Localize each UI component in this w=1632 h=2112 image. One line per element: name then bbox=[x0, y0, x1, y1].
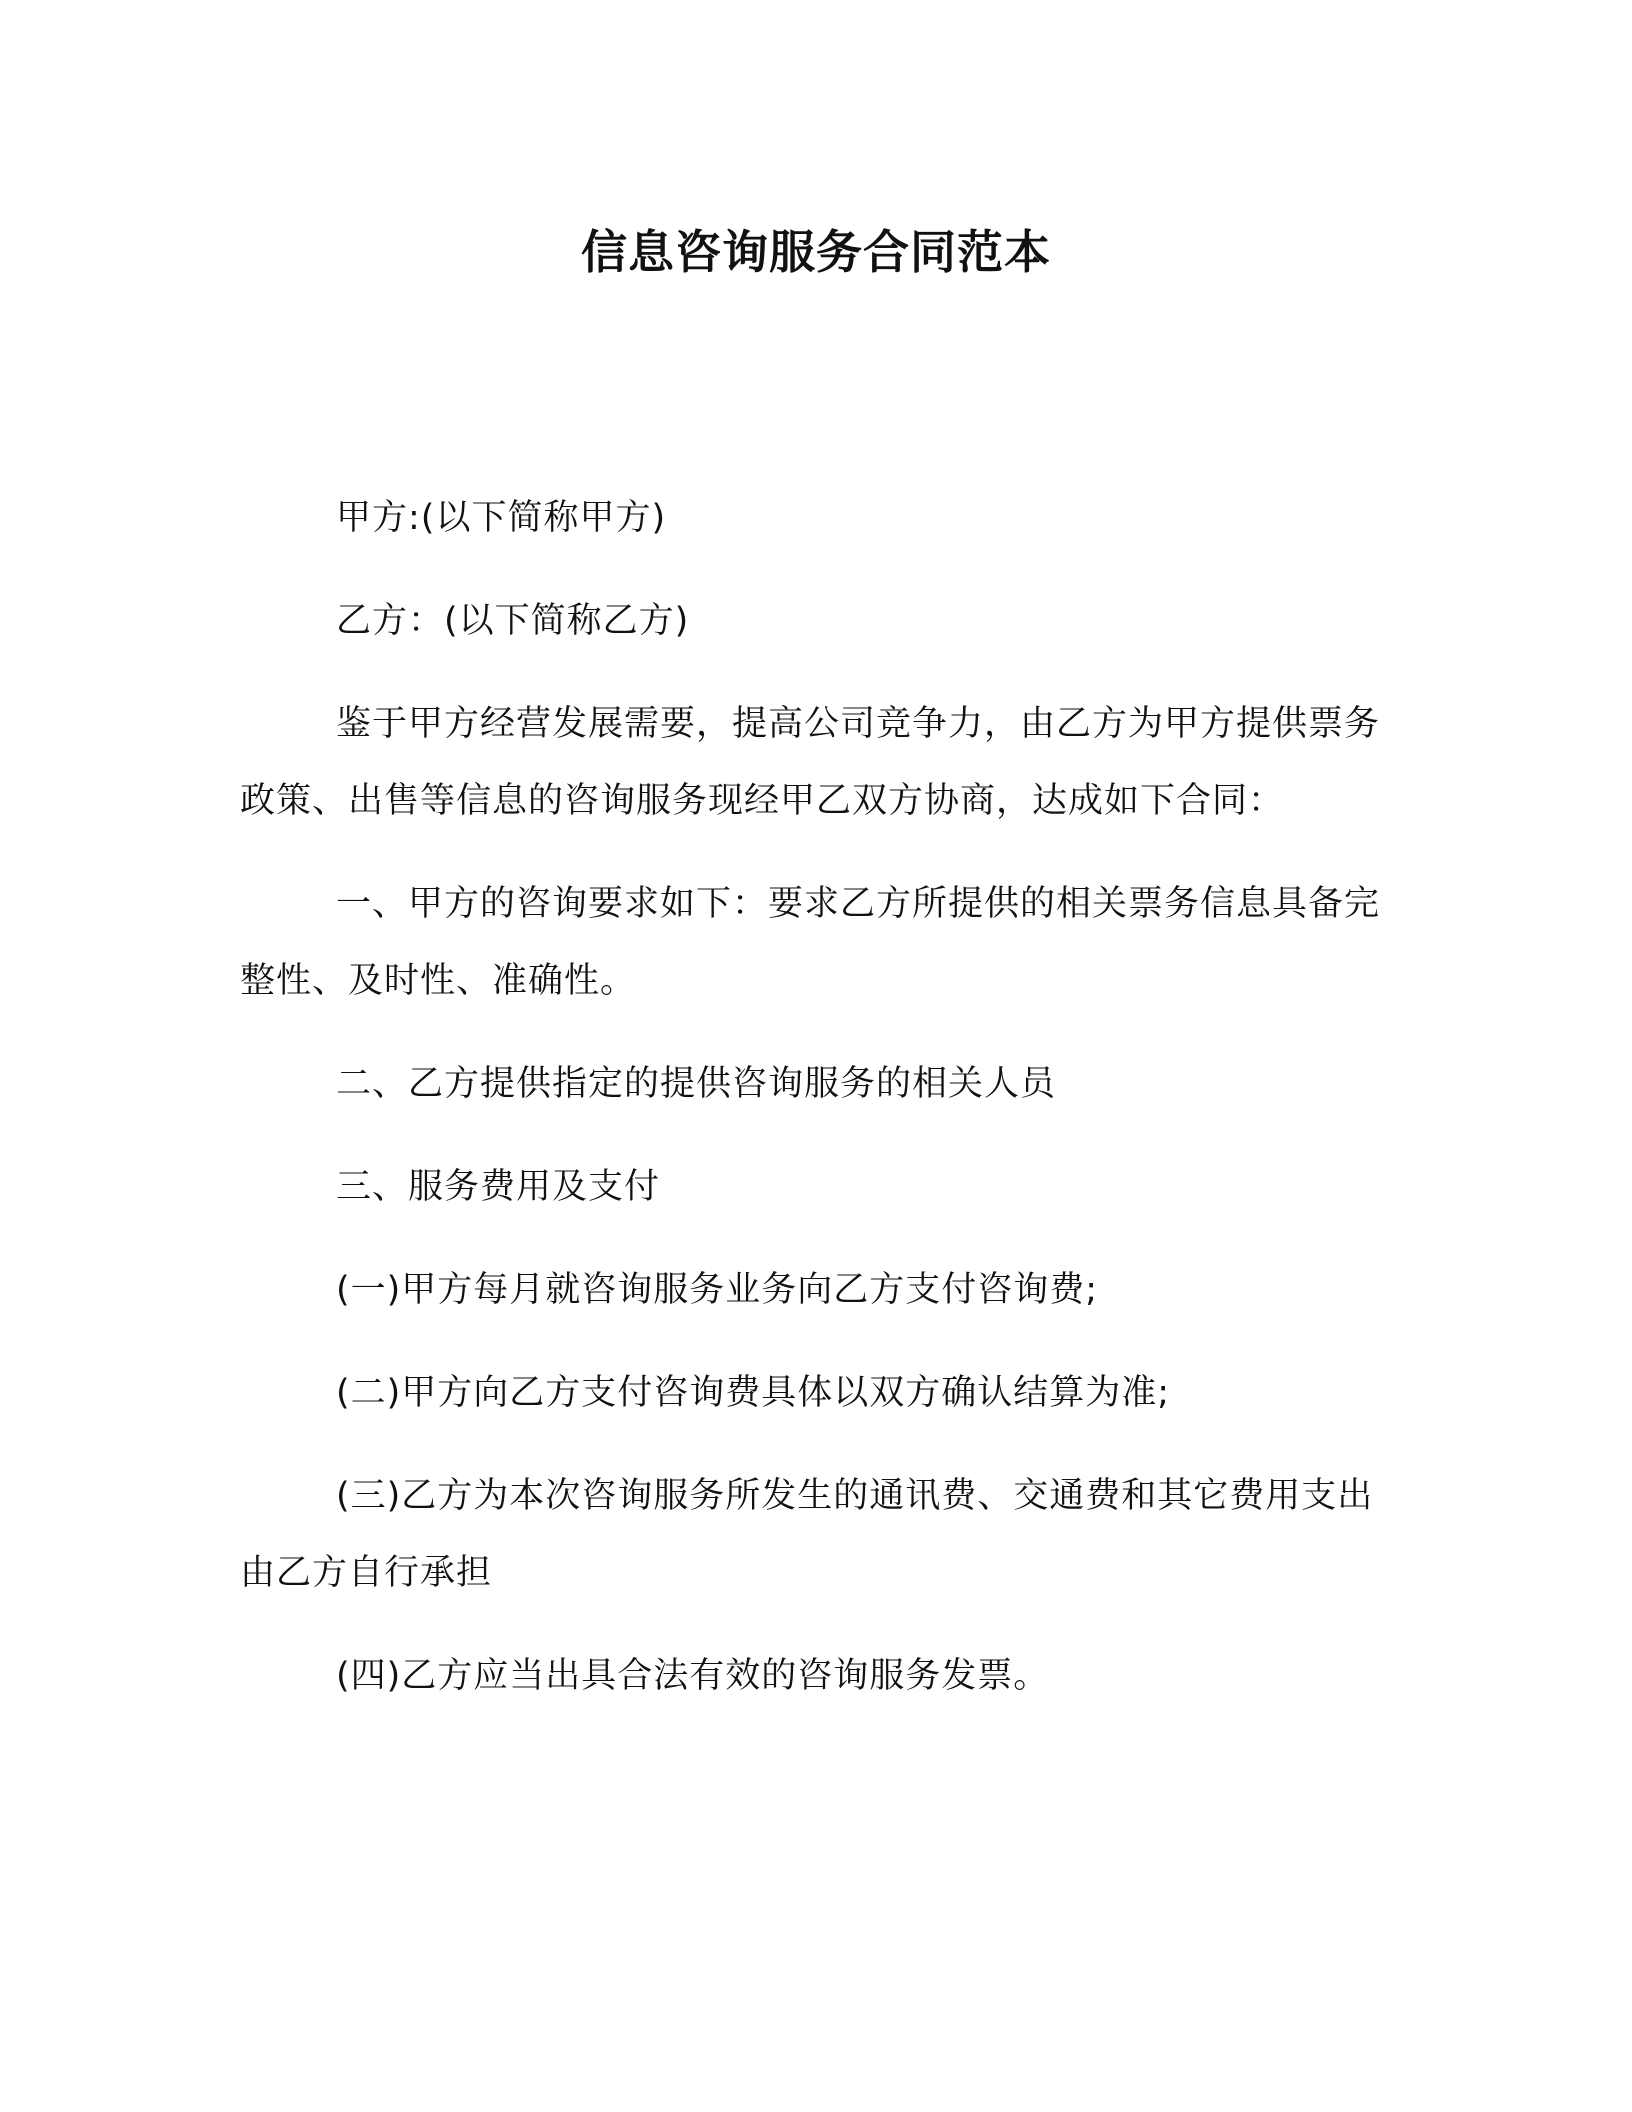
clause-three-heading: 三、服务费用及支付 bbox=[336, 1167, 661, 1207]
clause-three-item-3: (三)乙方为本次咨询服务所发生的通讯费、交通费和其它费用支出由乙方自行承担 bbox=[240, 1476, 1374, 1593]
clause-three-item-1: (一)甲方每月就咨询服务业务向乙方支付咨询费; bbox=[336, 1270, 1099, 1310]
clause-one: 一、甲方的咨询要求如下：要求乙方所提供的相关票务信息具备完整性、及时性、准确性。 bbox=[240, 884, 1381, 1001]
clause-three-item-2: (二)甲方向乙方支付咨询费具体以双方确认结算为准; bbox=[336, 1373, 1171, 1413]
clause-three-item-4: (四)乙方应当出具合法有效的咨询服务发票。 bbox=[336, 1656, 1050, 1696]
preamble-paragraph: 鉴于甲方经营发展需要，提高公司竞争力，由乙方为甲方提供票务政策、出售等信息的咨询服务现经甲乙双方协商，达成如下合同： bbox=[240, 704, 1381, 821]
party-b-line: 乙方：(以下简称乙方) bbox=[336, 601, 690, 641]
document-title: 信息咨询服务合同范本 bbox=[581, 225, 1051, 279]
party-a-line: 甲方:(以下简称甲方) bbox=[336, 498, 667, 538]
clause-two: 二、乙方提供指定的提供咨询服务的相关人员 bbox=[336, 1064, 1057, 1104]
